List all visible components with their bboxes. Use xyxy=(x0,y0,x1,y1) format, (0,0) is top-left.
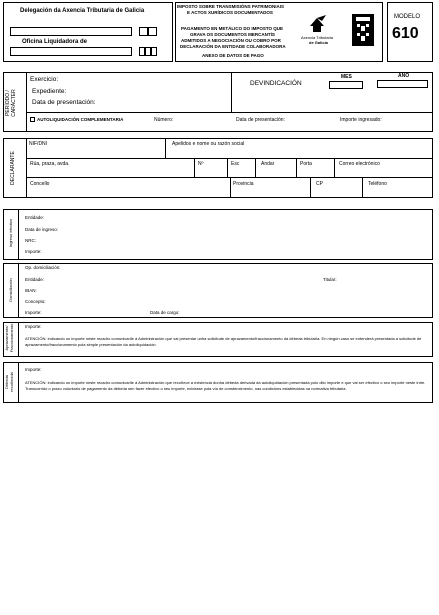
email-label: Correo electrónico xyxy=(339,161,380,167)
exercise-label: Exercicio: xyxy=(30,76,59,83)
income-side-divider xyxy=(18,209,19,260)
agency-name-1: Axencia Tributaria xyxy=(301,35,334,40)
year-label: ANO xyxy=(398,73,410,79)
presentation-date-label: Data de presentación: xyxy=(32,99,96,106)
recognition-notice: ATENCIÓN: indicando un importe neste recadro comunicarlle á Administración que recoñece a existencia dunha débeda derivada da autoliquidación presentada polo dito importe e que vai ser efectivo o seu importe neste intre. Transcorrido o prazo voluntario de pagamento da débeda sen facer efectivo o seu importe, exixirase pola vía de constrinximento, nas condicións establecidas na normativa tributaria. xyxy=(25,380,426,391)
declarant-section xyxy=(3,138,433,198)
op-label: Op. domiciliación: xyxy=(25,265,61,270)
delegation-label: Delegación da Axencia Tributaria de Galicia xyxy=(20,8,145,14)
office-input[interactable] xyxy=(10,47,132,56)
tax-title-1: IMPOSTO SOBRE TRANSMISIÓNS PATRIMONIAIS xyxy=(177,4,285,9)
declarant-province-divider xyxy=(310,177,311,198)
delegation-input[interactable] xyxy=(10,27,132,36)
declarant-nif-divider xyxy=(165,138,166,158)
declarant-door-divider xyxy=(334,158,335,177)
declarant-side-divider xyxy=(26,138,27,198)
name-label: Apelidos e nome ou razón social xyxy=(172,141,245,147)
door-label: Porta xyxy=(300,161,312,167)
period-side-divider xyxy=(26,72,27,132)
tax-desc-2: GRAVA OS DOCUMENTOS MERCANTÍS xyxy=(190,32,275,37)
holder-label: Titular: xyxy=(323,277,337,282)
model-number: 610 xyxy=(392,25,419,42)
street-label: Rúa, praza, avda. xyxy=(30,161,70,167)
accrual-label: DEVINDICACIÓN xyxy=(250,80,302,87)
model-label: MODELO xyxy=(394,14,421,20)
deferral-side-divider xyxy=(18,322,19,357)
recognition-side-label-1: Débeda xyxy=(4,375,9,390)
tax-desc-4: DECLARACIÓN DA ENTIDADE COLABORADORA xyxy=(180,44,286,49)
delegation-code-box-2[interactable] xyxy=(148,27,157,36)
period-accrual-divider xyxy=(231,72,232,112)
month-input[interactable] xyxy=(329,81,363,89)
recognition-side-label-2: recoñecida xyxy=(9,372,14,392)
deferral-side-label xyxy=(4,320,18,356)
tax-desc-1: PAGAMENTO EN METÁLICO DO IMPOSTO QUE xyxy=(181,26,284,31)
declarant-street-divider xyxy=(194,158,195,177)
declarant-floor-divider xyxy=(296,158,297,177)
declarant-number-divider xyxy=(227,158,228,177)
charge-date-label: Data de cargo: xyxy=(150,310,180,315)
income-entity-label: Entidade: xyxy=(25,215,45,220)
floor-label: Andar xyxy=(261,161,275,167)
council-label: Concello xyxy=(30,181,50,187)
period-side-label xyxy=(5,83,19,123)
recognition-side-label xyxy=(4,364,18,400)
direct-debit-section xyxy=(3,263,433,318)
presentation-date-label-2: Data de presentación: xyxy=(236,117,285,123)
recognition-side-divider xyxy=(18,362,19,403)
file-label: Expediente: xyxy=(32,88,67,95)
declarant-row-1-divider xyxy=(26,158,433,159)
income-date-label: Data de ingreso: xyxy=(25,227,59,232)
tax-desc-5: ANEXO DE DATOS DE PAGO xyxy=(202,53,264,58)
recognition-amount-label: Importe: xyxy=(25,367,42,372)
office-label: Oficina Liquidadora de xyxy=(22,39,88,45)
deferral-amount-label: Importe: xyxy=(25,324,42,329)
declarant-postcode-divider xyxy=(362,177,363,198)
agency-logo-icon xyxy=(306,14,328,34)
month-label: MES xyxy=(341,74,352,80)
delegation-code-box-1[interactable] xyxy=(139,27,148,36)
direct-debit-side-divider xyxy=(18,263,19,318)
deferral-side-label-2: Fraccionamento xyxy=(9,323,14,353)
amount-paid-label: Importe ingresado: xyxy=(340,117,382,123)
period-side-label-1: PERÍODO / xyxy=(5,90,11,116)
period-side-label-2: CARÁCTER xyxy=(11,89,17,117)
deferral-notice: ATENCIÓN: indicando un importe neste recadro comunicarlle á Administración que vai presentar unha solicitude de aprazamento/fraccionamento da débeda tributaria. En ningún caso se entenderá presentada a solicitude de aprazamento/fraccionamento pola simple presentación da autoliquidación. xyxy=(25,336,422,347)
concept-label: Concepto: xyxy=(25,299,46,304)
direct-debit-entity-label: Entidade: xyxy=(25,277,45,282)
number-label: Número: xyxy=(154,117,174,123)
direct-debit-amount-label: Importe: xyxy=(25,310,42,315)
income-section xyxy=(3,209,433,260)
stair-label: Esc xyxy=(231,161,240,167)
period-row-divider xyxy=(26,112,433,113)
agency-name-2: de Galicia xyxy=(309,40,328,45)
tax-desc-3: ADMITIDOS A NEGOCIACIÓN OU COBRO POR xyxy=(181,38,281,43)
declarant-council-divider xyxy=(230,177,231,198)
office-code-box-3[interactable] xyxy=(151,47,157,56)
year-input[interactable] xyxy=(377,80,428,88)
postcode-label: CP xyxy=(316,181,323,187)
province-label: Provincia xyxy=(233,181,254,187)
tax-title-2: E ACTOS XURÍDICOS DOCUMENTADOS xyxy=(187,10,273,15)
income-amount-label: Importe: xyxy=(25,249,42,254)
income-side-label: Ingreso efectivo xyxy=(8,218,13,248)
complementary-label: AUTOLIQUIDACIÓN COMPLEMENTARIA xyxy=(37,117,124,122)
nif-label: NIF/DNI xyxy=(29,141,48,147)
direct-debit-side-label: Domiciliación xyxy=(8,278,13,302)
xunta-emblem-icon xyxy=(352,14,374,46)
deferral-side-label-1: Aprazamento/ xyxy=(4,325,9,351)
phone-label: Teléfono xyxy=(368,181,387,187)
number-label-declarant: Nº xyxy=(198,161,204,167)
nrc-label: NRC: xyxy=(25,238,36,243)
complementary-checkbox[interactable] xyxy=(30,117,35,122)
declarant-stair-divider xyxy=(255,158,256,177)
declarant-side-label: DECLARANTE xyxy=(10,151,16,185)
iban-label: IBAN: xyxy=(25,288,37,293)
